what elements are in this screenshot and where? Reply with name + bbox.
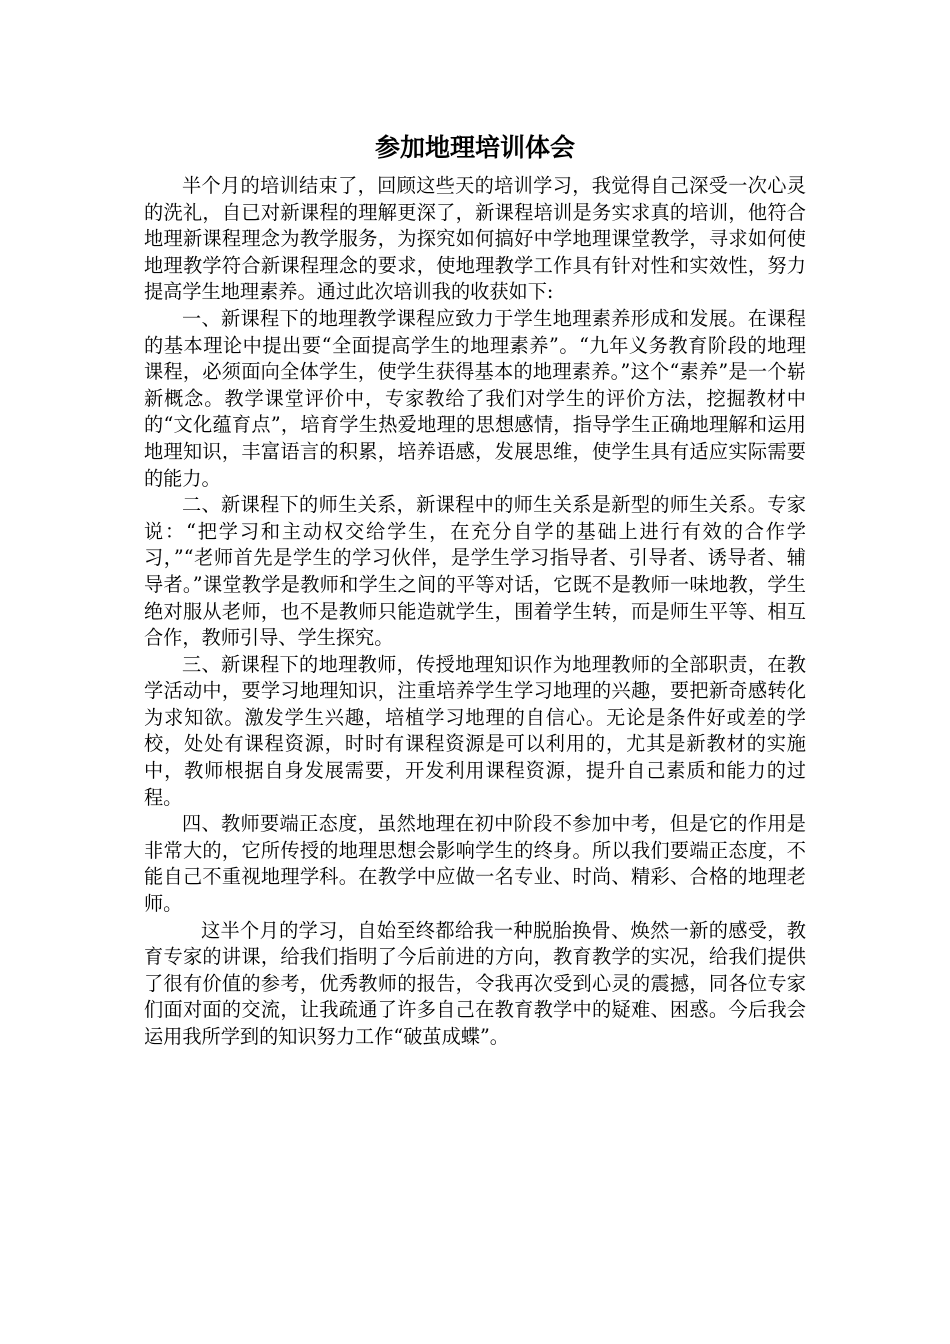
document-title: 参加地理培训体会 [374,133,575,162]
paragraph-section-2: 二、新课程下的师生关系，新课程中的师生关系是新型的师生关系。专家说：“把学习和主动权交给学生，在充分自学的基础上进行有效的合作学习，”“老师首先是学生的学习伙伴，是学生学习指导者、引导者、诱导者、辅导者。”课堂教学是教师和学生之间的平等对话，它既不是教师一味地教，学生绝对服从老师，也不是教师只能造就学生，围着学生转，而是师生平等、相互合作，教师引导、学生探究。 [144,493,806,650]
paragraph-intro: 半个月的培训结束了，回顾这些天的培训学习，我觉得自己深受一次心灵的洗礼，自已对新课程的理解更深了，新课程培训是务实求真的培训，他符合地理新课程理念为教学服务，为探究如何搞好中学地理课堂教学，寻求如何使地理教学符合新课程理念的要求，使地理教学工作具有针对性和实效性，努力提高学生地理素养。通过此次培训我的收获如下: [144,174,806,304]
paragraph-section-3: 三、新课程下的地理教师，传授地理知识作为地理教师的全部职责，在教学活动中，要学习地理知识，注重培养学生学习地理的兴趣，要把新奇感转化为求知欲。激发学生兴趣，培植学习地理的自信心。无论是条件好或差的学校，处处有课程资源，时时有课程资源是可以利用的，尤其是新教材的实施中，教师根据自身发展需要，开发利用课程资源，提升自己素质和能力的过程。 [144,652,806,809]
paragraph-conclusion: 这半个月的学习，自始至终都给我一种脱胎换骨、焕然一新的感受，教育专家的讲课，给我们指明了今后前进的方向，教育教学的实况，给我们提供了很有价值的参考，优秀教师的报告，令我再次受到心灵的震撼，同各位专家们面对面的交流，让我疏通了许多自己在教育教学中的疑难、困惑。今后我会运用我所学到的知识努力工作“破茧成蝶”。 [144,918,806,1048]
paragraph-section-4: 四、教师要端正态度，虽然地理在初中阶段不参加中考，但是它的作用是非常大的，它所传授的地理思想会影响学生的终身。所以我们要端正态度，不能自己不重视地理学科。在教学中应做一名专业、时尚、精彩、合格的地理老师。 [144,812,806,916]
document-body [144,173,806,1051]
paragraph-section-1: 一、新课程下的地理教学课程应致力于学生地理素养形成和发展。在课程的基本理论中提出要“全面提高学生的地理素养”。“九年义务教育阶段的地理课程，必须面向全体学生，使学生获得基本的地理素养。”这个“素养”是一个崭新概念。教学课堂评价中，专家教给了我们对学生的评价方法，挖掘教材中的“文化蕴育点”，培育学生热爱地理的思想感情，指导学生正确地理解和运用地理知识，丰富语言的积累，培养语感，发展思维，使学生具有适应实际需要的能力。 [144,306,806,490]
